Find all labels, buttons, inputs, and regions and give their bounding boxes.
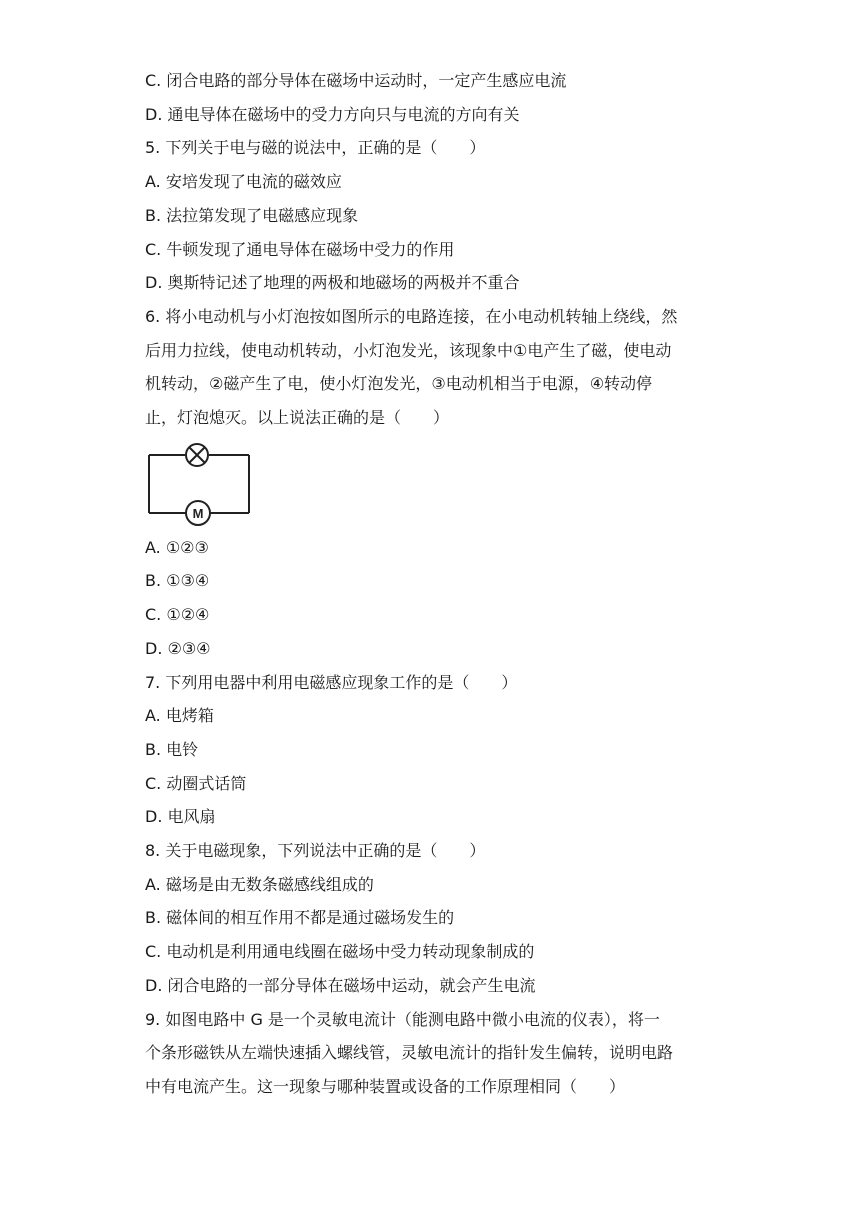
q6-option-b: B. ①③④ (145, 571, 210, 591)
q7-option-c: C. 动圈式话筒 (145, 773, 247, 793)
motor-label: M (192, 505, 204, 521)
q8-option-c: C. 电动机是利用通电线圈在磁场中受力转动现象制成的 (145, 942, 535, 962)
q6-circuit-diagram (145, 441, 725, 527)
q6-option-c: C. ①②④ (145, 605, 210, 625)
q5-stem: 5. 下列关于电与磁的说法中，正确的是（ ） (145, 138, 486, 158)
circuit-svg (145, 441, 255, 527)
q6-stem-line-4: 止，灯泡熄灭。以上说法正确的是（ ） (145, 408, 450, 428)
q8-stem: 8. 关于电磁现象，下列说法中正确的是（ ） (145, 841, 486, 861)
q5-option-d: D. 奥斯特记述了地理的两极和地磁场的两极并不重合 (145, 273, 520, 293)
q9-stem-line-3: 中有电流产生。这一现象与哪种装置或设备的工作原理相同（ ） (145, 1076, 626, 1096)
q5-option-b: B. 法拉第发现了电磁感应现象 (145, 205, 359, 225)
q4-option-d: D. 通电导体在磁场中的受力方向只与电流的方向有关 (145, 104, 520, 124)
q6-stem-line-1: 6. 将小电动机与小灯泡按如图所示的电路连接，在小电动机转轴上绕线，然 (145, 306, 678, 326)
q8-option-a: A. 磁场是由无数条磁感线组成的 (145, 874, 374, 894)
q7-stem: 7. 下列用电器中利用电磁感应现象工作的是（ ） (145, 672, 518, 692)
q6-option-a: A. ①②③ (145, 537, 209, 557)
q7-option-d: D. 电风扇 (145, 807, 216, 827)
q4-option-c: C. 闭合电路的部分导体在磁场中运动时，一定产生感应电流 (145, 71, 567, 90)
q9-stem-line-1: 9. 如图电路中 G 是一个灵敏电流计（能测电路中微小电流的仪表），将一 (145, 1009, 660, 1029)
q7-option-a: A. 电烤箱 (145, 706, 214, 726)
q6-option-d: D. ②③④ (145, 638, 211, 658)
q5-option-a: A. 安培发现了电流的磁效应 (145, 172, 342, 192)
motor-icon (186, 501, 210, 525)
q8-option-b: B. 磁体间的相互作用不都是通过磁场发生的 (145, 908, 455, 928)
lamp-icon (186, 444, 208, 466)
q8-option-d: D. 闭合电路的一部分导体在磁场中运动，就会产生电流 (145, 975, 536, 995)
q5-option-c: C. 牛顿发现了通电导体在磁场中受力的作用 (145, 239, 455, 259)
q6-stem-line-3: 机转动，②磁产生了电，使小灯泡发光，③电动机相当于电源，④转动停 (145, 374, 653, 394)
q9-stem-line-2: 个条形磁铁从左端快速插入螺线管，灵敏电流计的指针发生偏转，说明电路 (145, 1043, 674, 1063)
q6-stem-line-2: 后用力拉线，使电动机转动，小灯泡发光，该现象中①电产生了磁，使电动 (145, 340, 672, 360)
document-page (145, 64, 725, 1104)
q7-option-b: B. 电铃 (145, 739, 199, 759)
